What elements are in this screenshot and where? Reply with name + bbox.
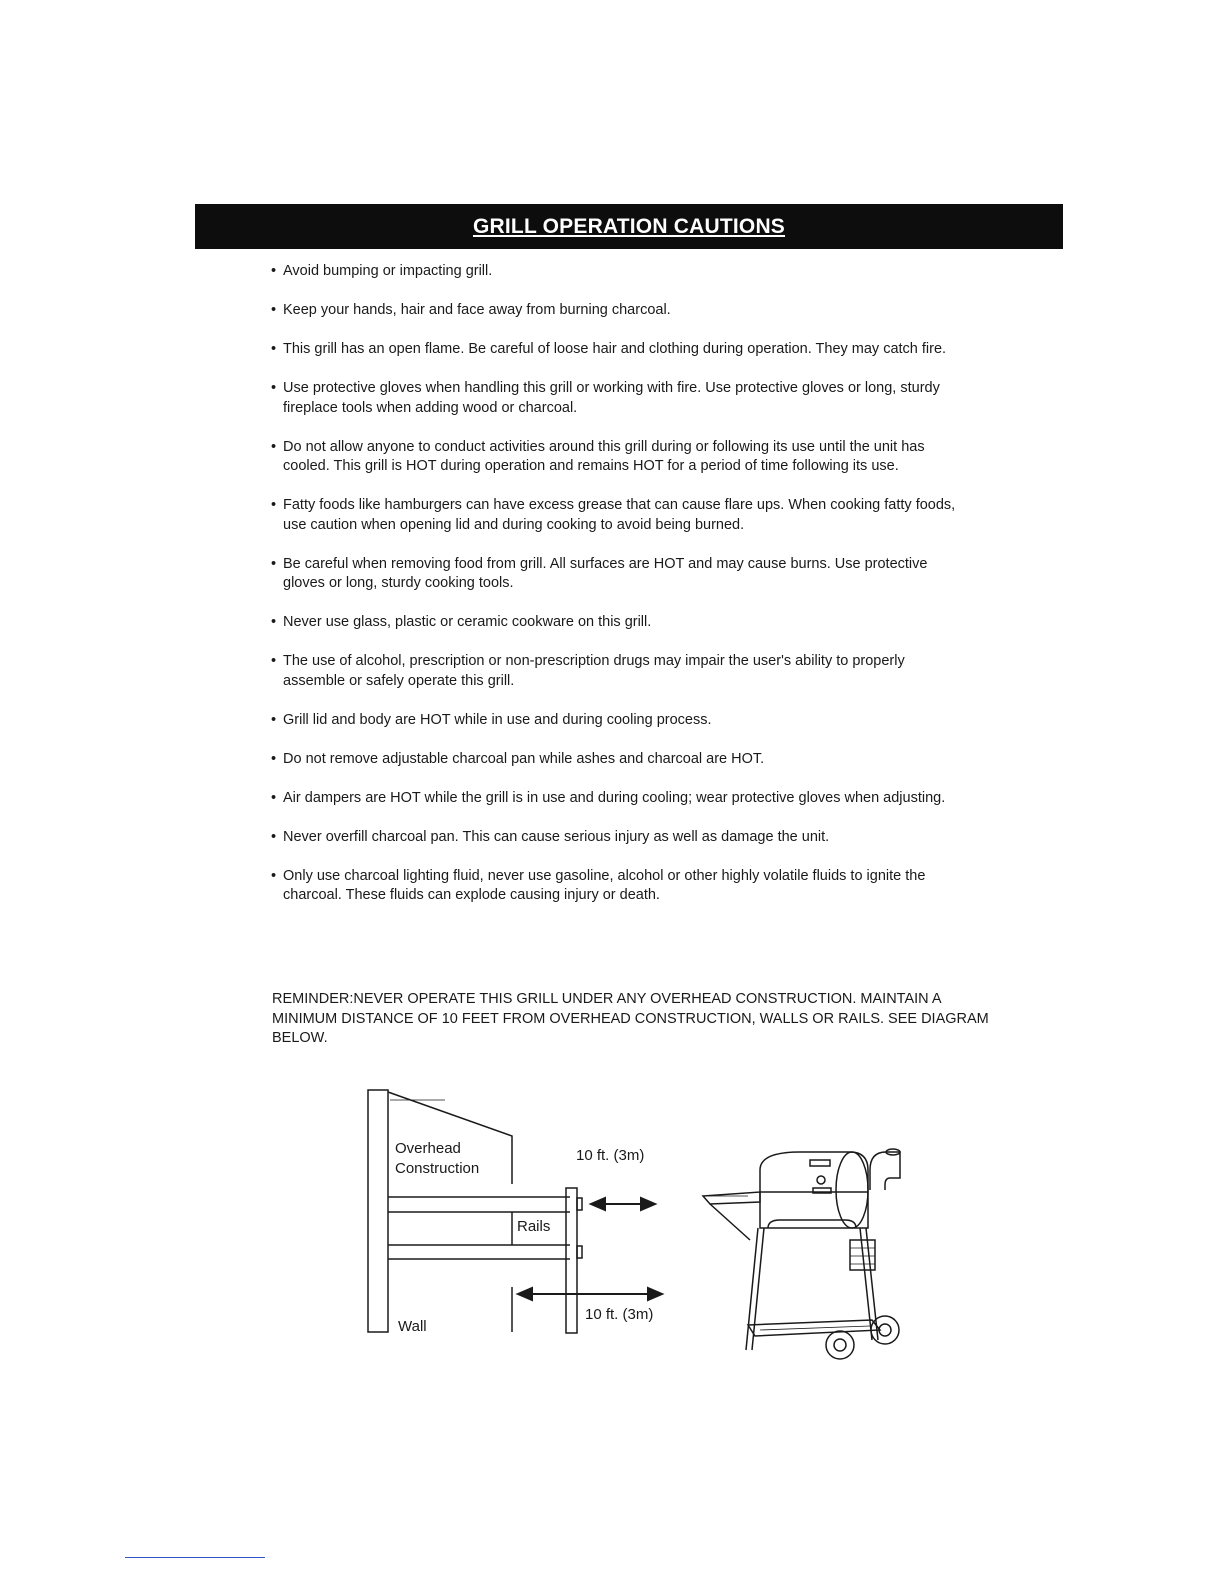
bullet-icon: • (271, 341, 277, 357)
wall-shape (368, 1090, 388, 1332)
wheel-shape (826, 1331, 854, 1359)
clearance-diagram (355, 1080, 685, 1340)
caution-item (270, 828, 970, 848)
barrel-shape (760, 1152, 868, 1228)
smoke-stack-shape (870, 1152, 900, 1190)
bullet-icon: • (271, 263, 277, 279)
side-shelf-shape (703, 1192, 760, 1204)
caution-text: Never use glass, plastic or ceramic cookware on this grill. (283, 614, 652, 630)
distance-bottom-label: 10 ft. (3m) (585, 1306, 654, 1323)
caution-item (270, 789, 970, 809)
overhead-label: Overhead (395, 1140, 461, 1157)
caution-text: This grill has an open flame. Be careful of loose hair and clothing during operation. They may catch fire. (283, 341, 947, 357)
caution-text: Grill lid and body are HOT while in use and during cooling process. (283, 711, 712, 728)
caution-item (270, 613, 970, 633)
arrow-left-icon (591, 1198, 605, 1210)
bullet-icon: • (271, 750, 277, 767)
caution-text: Do not allow anyone to conduct activities around this grill during or following its use until the unit has cooled. This grill is HOT during operation and remains HOT for a period of time following its use. (283, 438, 925, 474)
barrel-grill-illustration (700, 1140, 915, 1370)
caution-item (270, 438, 970, 477)
caution-item (270, 301, 970, 321)
caution-item (270, 379, 970, 418)
bullet-icon: • (271, 653, 277, 669)
bullet-icon: • (271, 438, 277, 455)
arrow-left-icon (518, 1288, 532, 1300)
rails-label: Rails (517, 1218, 551, 1235)
caution-item (270, 555, 970, 594)
bullet-icon: • (271, 828, 277, 845)
caution-item (270, 496, 970, 535)
caution-item (270, 867, 970, 906)
caution-text: Do not remove adjustable charcoal pan while ashes and charcoal are HOT. (283, 750, 765, 767)
caution-text: Fatty foods like hamburgers can have excess grease that can cause flare ups. When cooking fatty foods, use caution when opening lid and during cooking to avoid being burned. (283, 497, 956, 533)
wall-label: Wall (398, 1318, 427, 1335)
bullet-icon: • (271, 555, 277, 572)
page-title: GRILL OPERATION CAUTIONS (472, 214, 786, 238)
caution-text: Keep your hands, hair and face away from burning charcoal. (283, 302, 671, 318)
caution-item (270, 750, 970, 770)
caution-text: Use protective gloves when handling this grill or working with fire. Use protective gloves or long, sturdy fireplace tools when adding wood or charcoal. (283, 380, 940, 416)
section-header-bar (195, 204, 1063, 249)
caution-text: Be careful when removing food from grill. All surfaces are HOT and may cause burns. Use protective gloves or long, sturdy cooking tools. (283, 555, 928, 591)
caution-item (270, 711, 970, 731)
caution-text: Only use charcoal lighting fluid, never use gasoline, alcohol or other highly volatile fluids to ignite the charcoal. These fluids can explode causing injury or death. (283, 867, 926, 903)
bullet-icon: • (271, 614, 277, 630)
margin-line (125, 1557, 265, 1558)
caution-item (270, 340, 970, 360)
bullet-icon: • (271, 302, 277, 318)
bullet-icon: • (271, 867, 277, 884)
arrow-right-icon (641, 1198, 655, 1210)
caution-text: Avoid bumping or impacting grill. (283, 263, 493, 279)
bullet-icon: • (271, 380, 277, 396)
arrow-right-icon (648, 1288, 662, 1300)
caution-list (270, 262, 970, 925)
bullet-icon: • (271, 711, 277, 728)
caution-text: Air dampers are HOT while the grill is in use and during cooling; wear protective gloves when adjusting. (283, 789, 946, 806)
bullet-icon: • (271, 789, 277, 806)
caution-item (270, 262, 970, 282)
caution-text: Never overfill charcoal pan. This can cause serious injury as well as damage the unit. (283, 828, 830, 845)
bullet-icon: • (271, 497, 277, 513)
construction-label: Construction (395, 1160, 480, 1177)
distance-top-label: 10 ft. (3m) (576, 1147, 645, 1164)
rail-post-shape (566, 1188, 577, 1333)
caution-item (270, 652, 970, 691)
caution-text: The use of alcohol, prescription or non-prescription drugs may impair the user's ability to properly assemble or safely operate this grill. (283, 653, 905, 689)
reminder-text: REMINDER:NEVER OPERATE THIS GRILL UNDER ANY OVERHEAD CONSTRUCTION. MAINTAIN A MINIMUM DISTANCE OF 10 FEET FROM OVERHEAD CONSTRUCTION, WALLS OR RAILS. SEE DIAGRAM BELOW. (272, 991, 989, 1046)
